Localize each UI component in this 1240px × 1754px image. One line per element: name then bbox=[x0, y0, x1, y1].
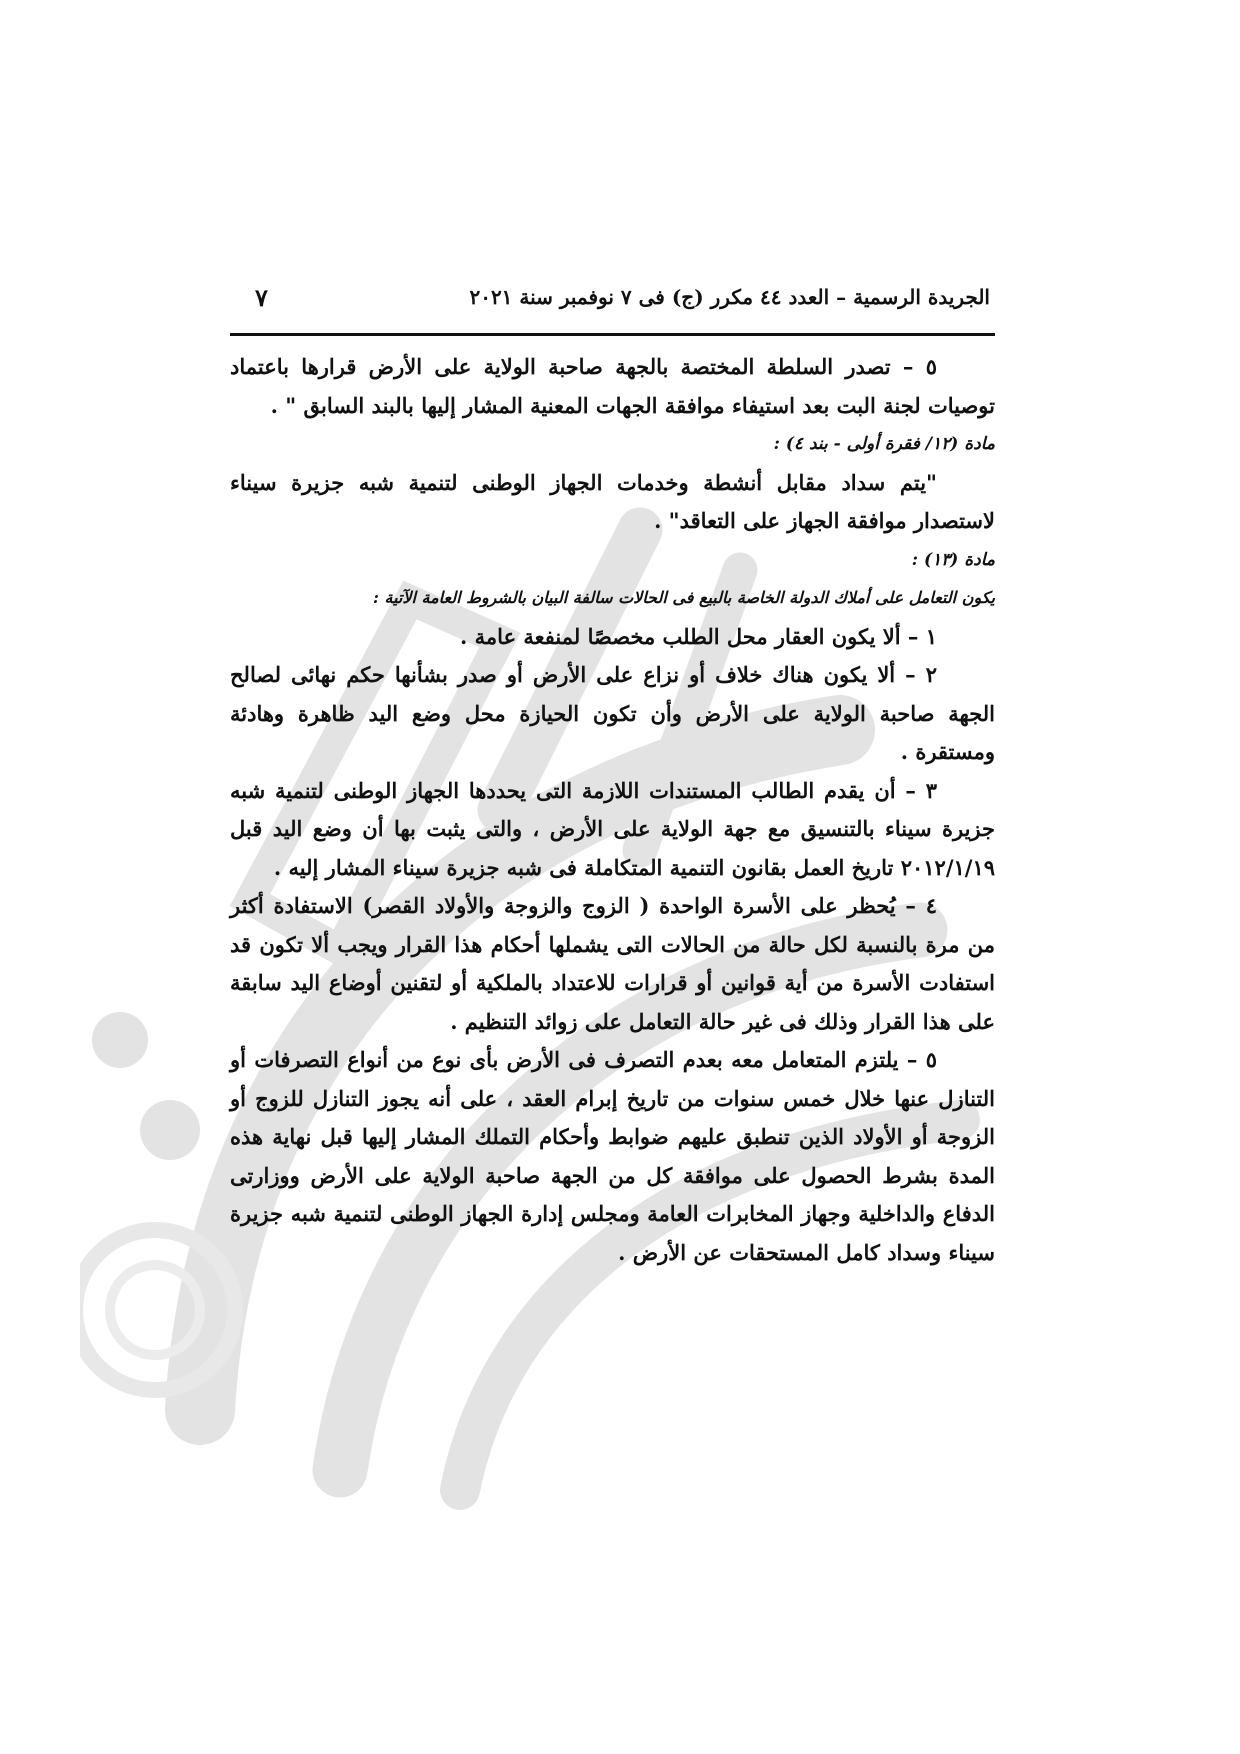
condition-item-2: ٢ – ألا يكون هناك خلاف أو نزاع على الأرض أو صدر بشأنها حكم نهائى لصالح الجهة صاحبة الولاية على الأرض وأن تكون الحيازة محل وضع اليد ظاهرة وهادئة ومستقرة . bbox=[230, 662, 995, 764]
article-13-heading: مادة (١٣) : bbox=[911, 549, 995, 570]
page-number: ٧ bbox=[255, 283, 268, 312]
article-13-intro: يكون التعامل على أملاك الدولة الخاصة بالبيع فى الحالات سالفة البيان بالشروط العامة الآتية : bbox=[373, 588, 995, 607]
header-divider bbox=[230, 333, 995, 336]
paragraph-item-5-previous: ٥ – تصدر السلطة المختصة بالجهة صاحبة الولاية على الأرض قرارها باعتماد توصيات لجنة البت بعد استيفاء موافقة الجهات المعنية المشار إليها بالبند السابق " . bbox=[230, 354, 995, 418]
page-header bbox=[235, 285, 990, 321]
condition-item-4: ٤ – يُحظر على الأسرة الواحدة ( الزوج والزوجة والأولاد القصر) الاستفادة أكثر من مرة بالنسبة لكل حالة من الحالات التى يشملها أحكام هذا القرار ويجب ألا تكون قد استفادت الأسرة من أية قوانين أو قرارات للاعتداد بالملكية أو لتقنين أوضاع اليد سابقة على هذا القرار وذلك فى غير حالة التعامل على زوائد التنظيم . bbox=[230, 893, 995, 1034]
article-12-heading: مادة (١٢/ فقرة أولى - بند ٤) : bbox=[773, 434, 995, 454]
condition-item-5: ٥ – يلتزم المتعامل معه بعدم التصرف فى الأرض بأى نوع من أنواع التصرفات أو التنازل عنها خلال خمس سنوات من تاريخ إبرام العقد ، على أنه يجوز التنازل للزوج أو الزوجة أو الأولاد الذين تنطبق عليهم ضوابط وأحكام التملك المشار إليها قبل نهاية هذه المدة بشرط الحصول على موافقة كل من الجهة صاحبة الولاية على الأرض ووزارتى الدفاع والداخلية وجهاز المخابرات العامة ومجلس إدارة الجهاز الوطنى لتنمية شبه جزيرة سيناء وسداد كامل المستحقات عن الأرض . bbox=[230, 1047, 995, 1265]
condition-item-3: ٣ – أن يقدم الطالب المستندات اللازمة التى يحددها الجهاز الوطنى لتنمية شبه جزيرة سيناء بالتنسيق مع جهة الولاية على الأرض ، والتى يثبت بها أن وضع اليد قبل ٢٠١٢/١/١٩ تاريخ العمل بقانون التنمية المتكاملة فى شبه جزيرة سيناء المشار إليه . bbox=[230, 777, 995, 880]
document-body bbox=[230, 348, 995, 1272]
gazette-title: الجريدة الرسمية – العدد ٤٤ مكرر (ج) فى ٧ نوفمبر سنة ٢٠٢١ bbox=[469, 285, 990, 309]
article-12-text: "يتم سداد مقابل أنشطة وخدمات الجهاز الوطنى لتنمية شبه جزيرة سيناء لاستصدار موافقة الجهاز على التعاقد" . bbox=[230, 469, 995, 533]
condition-item-1: ١ – ألا يكون العقار محل الطلب مخصصًا لمنفعة عامة . bbox=[460, 623, 937, 649]
